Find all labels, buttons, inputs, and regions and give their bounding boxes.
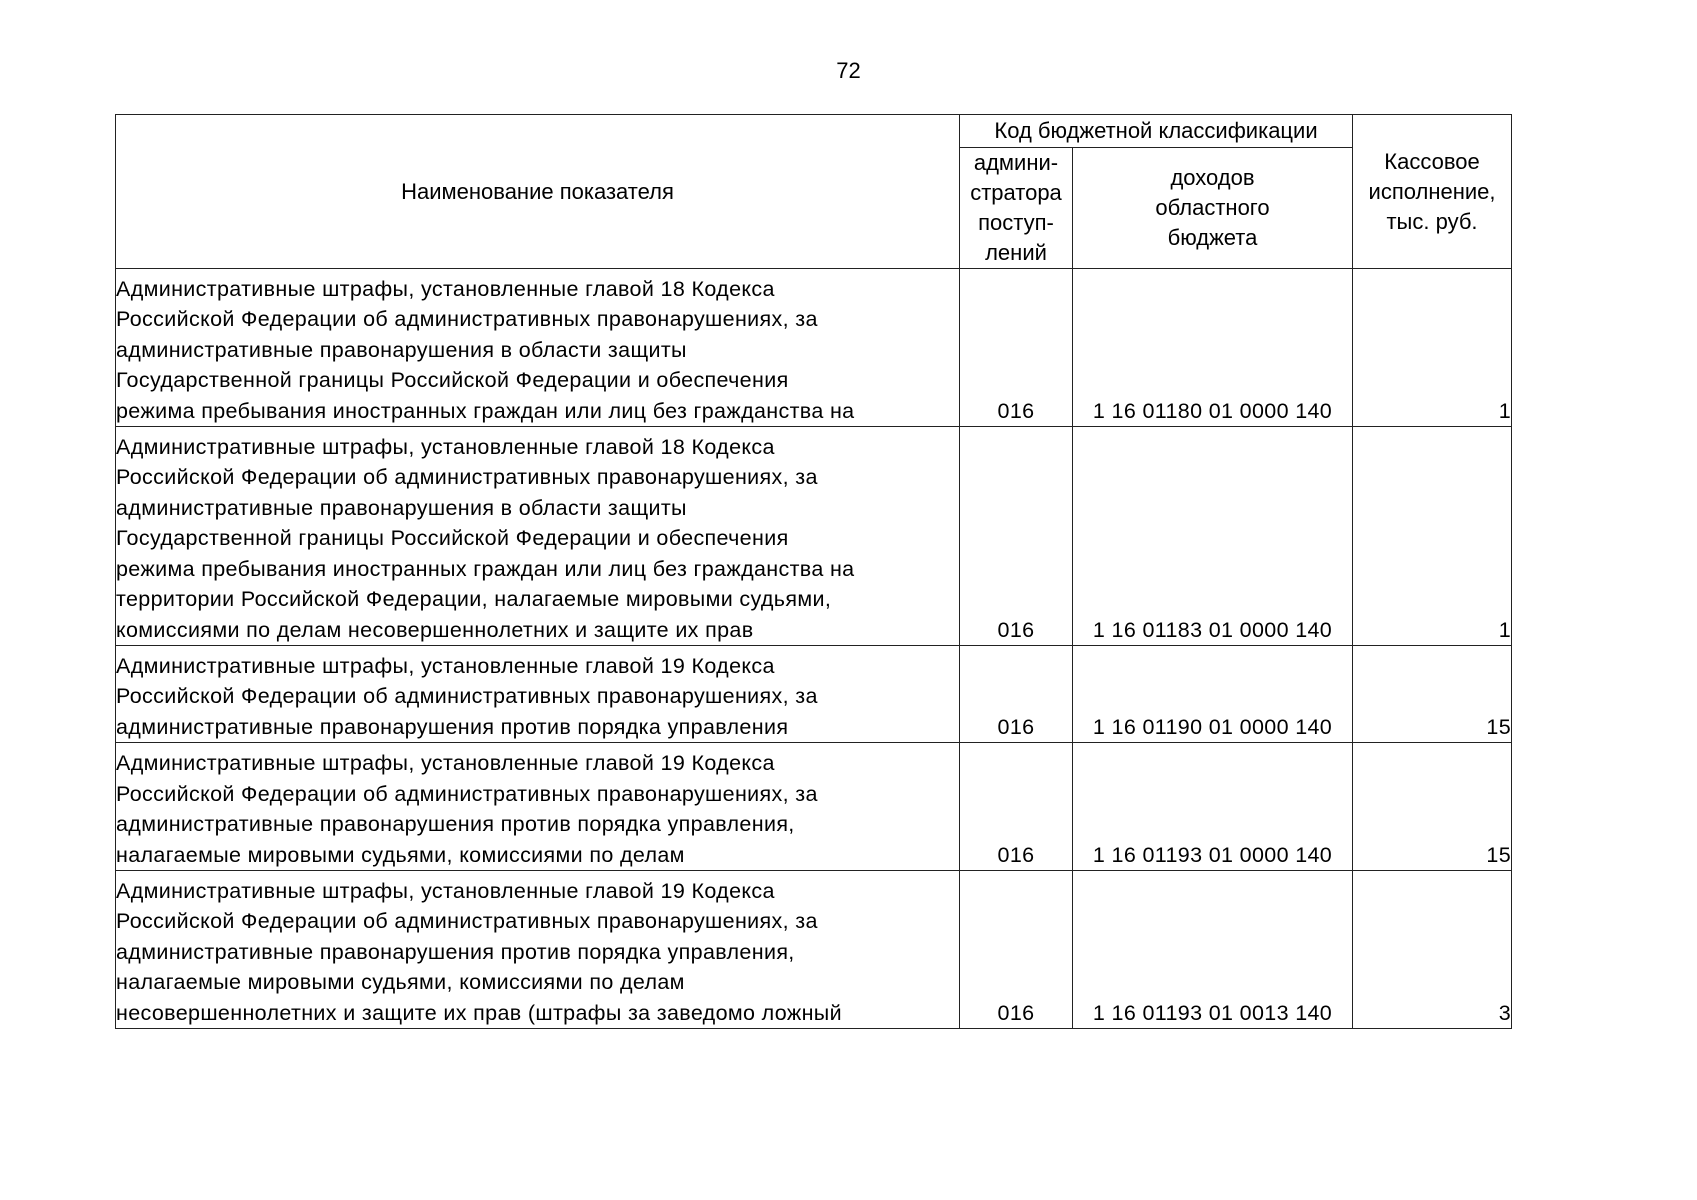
table-row [116,871,1512,1029]
row-amount: 3 [1353,871,1512,1029]
table-row [116,646,1512,743]
table-row [116,427,1512,646]
row-income-code: 1 16 01190 01 0000 140 [1073,646,1353,743]
row-amount: 15 [1353,743,1512,871]
row-amount: 1 [1353,269,1512,427]
header-row-top [116,115,1512,148]
page-number: 72 [836,58,861,83]
header-name: Наименование показателя [116,115,960,269]
row-name: Административные штрафы, установленные главой 19 Кодекса Российской Федерации об административных правонарушениях, за административные правонарушения против порядка управления, налагаемые мировыми судьями, комиссиями по делам несовершеннолетних и защите их прав (штрафы за заведомо ложный [116,871,960,1029]
header-amount: Кассовое исполнение, тыс. руб. [1353,115,1512,269]
row-name: Административные штрафы, установленные главой 19 Кодекса Российской Федерации об административных правонарушениях, за административные правонарушения против порядка управления, налагаемые мировыми судьями, комиссиями по делам [116,743,960,871]
table-row [116,269,1512,427]
header-income: доходов областного бюджета [1073,148,1353,269]
row-name: Административные штрафы, установленные главой 18 Кодекса Российской Федерации об административных правонарушениях, за административные правонарушения в области защиты Государственной границы Российской Федерации и обеспечения режима пребывания иностранных граждан или лиц без гражданства на территории Российской Федерации, налагаемые мировыми судьями, комиссиями по делам несовершеннолетних и защите их прав [116,427,960,646]
row-income-code: 1 16 01183 01 0000 140 [1073,427,1353,646]
row-income-code: 1 16 01193 01 0000 140 [1073,743,1353,871]
table-row [116,743,1512,871]
row-admin-code: 016 [960,269,1073,427]
row-admin-code: 016 [960,646,1073,743]
row-name: Административные штрафы, установленные главой 19 Кодекса Российской Федерации об административных правонарушениях, за административные правонарушения против порядка управления [116,646,960,743]
row-admin-code: 016 [960,427,1073,646]
header-code-group: Код бюджетной классификации [960,115,1353,148]
row-amount: 1 [1353,427,1512,646]
row-amount: 15 [1353,646,1512,743]
row-admin-code: 016 [960,743,1073,871]
budget-table [115,114,1512,1029]
row-admin-code: 016 [960,871,1073,1029]
row-income-code: 1 16 01193 01 0013 140 [1073,871,1353,1029]
row-name: Административные штрафы, установленные главой 18 Кодекса Российской Федерации об административных правонарушениях, за административные правонарушения в области защиты Государственной границы Российской Федерации и обеспечения режима пребывания иностранных граждан или лиц без гражданства на [116,269,960,427]
row-income-code: 1 16 01180 01 0000 140 [1073,269,1353,427]
header-admin: админи- стратора поступ- лений [960,148,1073,269]
